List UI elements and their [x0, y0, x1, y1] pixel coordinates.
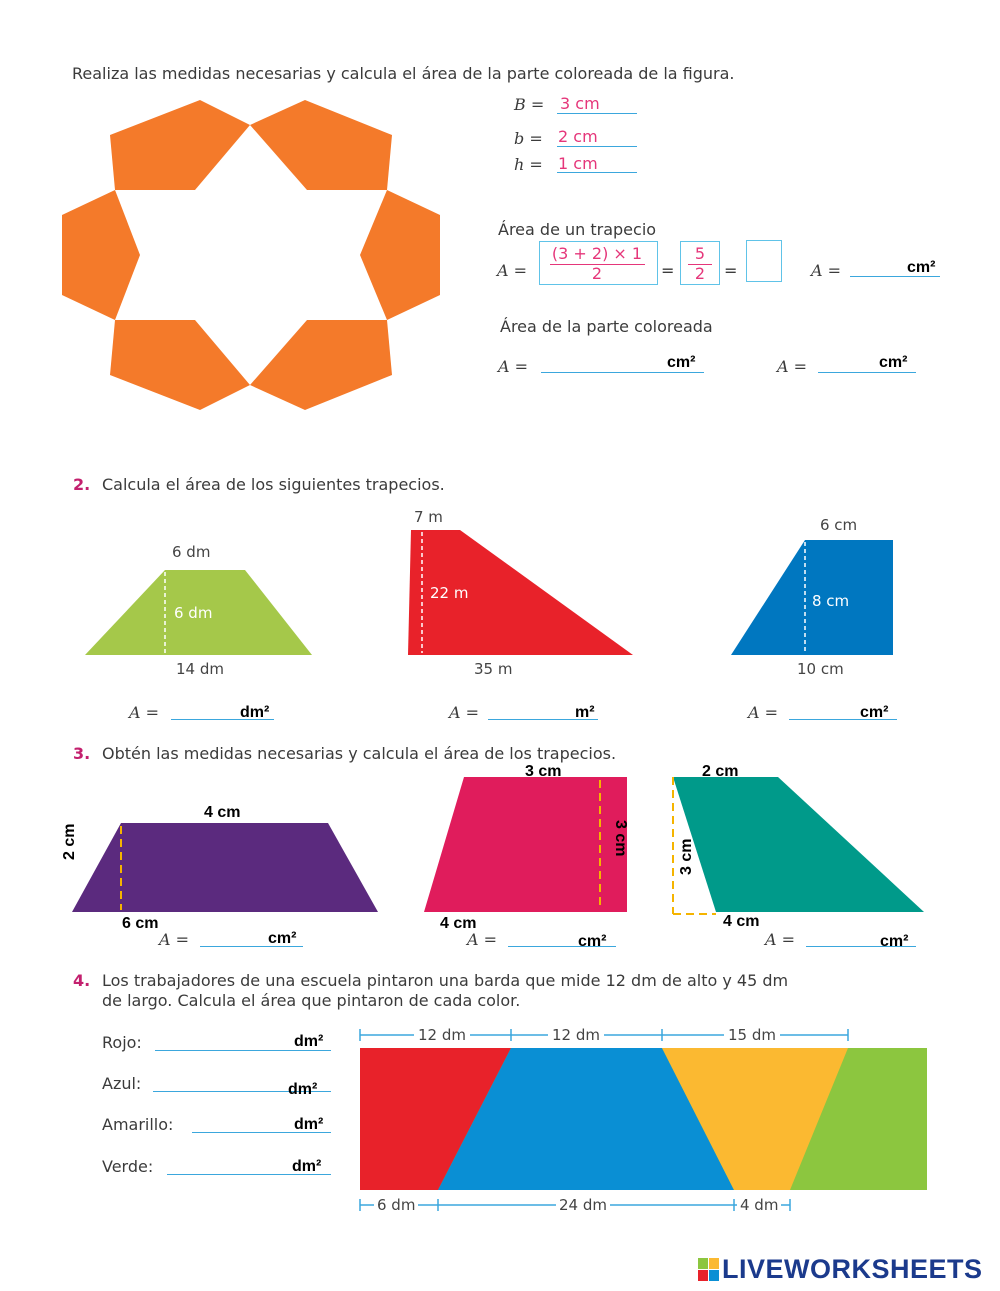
colored-A2: A =: [777, 357, 808, 376]
section2-number: 2.: [73, 475, 91, 494]
b-label: b =: [514, 129, 543, 148]
magenta-trapezoid: [424, 777, 627, 912]
s3-trap2-A: A =: [467, 930, 498, 949]
s2-trap1-unit: dm²: [240, 704, 270, 721]
section1-instruction: Realiza las medidas necesarias y calcula el área de la parte coloreada de la figura.: [72, 64, 735, 83]
h-value: 1 cm: [558, 154, 598, 173]
fence-top-dim-2: 12 dm: [548, 1026, 604, 1044]
trap3-height-label: 8 cm: [812, 592, 850, 610]
s3-trap1-base: 6 cm: [122, 915, 159, 932]
colored-area-title: Área de la parte coloreada: [500, 317, 713, 336]
h-label: h =: [514, 155, 543, 174]
B-value: 3 cm: [560, 94, 600, 113]
B-label: B =: [514, 95, 545, 114]
orange-trapezoid: [110, 100, 250, 190]
color-label-azul: Azul:: [102, 1074, 142, 1093]
s2-trap1-A: A =: [129, 703, 160, 722]
colored-A1: A =: [498, 357, 529, 376]
orange-trapezoid: [110, 320, 250, 410]
teal-trapezoid: [673, 777, 924, 912]
h-underline: [557, 172, 637, 173]
section4-instruction-line2: de largo. Calcula el área que pintaron de cada color.: [102, 991, 521, 1010]
color-label-verde: Verde:: [102, 1157, 154, 1176]
s3-trap1-unit: cm²: [268, 930, 297, 947]
s3-trap2-height: 3 cm: [612, 820, 629, 857]
trap1-top-label: 6 dm: [172, 543, 211, 561]
azul-unit: dm²: [288, 1081, 318, 1098]
trap3-base-label: 10 cm: [797, 660, 844, 678]
b-value: 2 cm: [558, 127, 598, 146]
fence-bottom-dim-1: 6 dm: [374, 1196, 418, 1214]
trap-area-title: Área de un trapecio: [498, 220, 657, 239]
trap2-base-label: 35 m: [474, 660, 513, 678]
orange-trapezoid: [250, 100, 392, 190]
fraction2-numerator: 5: [694, 244, 706, 263]
s3-trap2-unit: cm²: [578, 933, 607, 950]
trap3-top-label: 6 cm: [820, 516, 858, 534]
answer-unit: cm²: [907, 259, 936, 276]
fence-top-dim-3: 15 dm: [724, 1026, 780, 1044]
formula-denominator: 2: [591, 264, 603, 283]
s2-trap3-A: A =: [748, 703, 779, 722]
b-underline: [557, 146, 637, 147]
orange-trapezoid: [250, 320, 392, 410]
liveworksheets-logo-icon: [698, 1258, 720, 1282]
s2-trap2-unit: m²: [575, 704, 595, 721]
trap2-top-label: 7 m: [414, 508, 443, 526]
result-input-box[interactable]: [746, 240, 782, 282]
trap1-height-label: 6 dm: [174, 604, 213, 622]
formula-A: A =: [497, 261, 528, 280]
section4-number: 4.: [73, 971, 91, 990]
fence-top-dim-1: 12 dm: [414, 1026, 470, 1044]
equals-2: =: [724, 261, 738, 280]
liveworksheets-brand: LIVEWORKSHEETS: [722, 1254, 983, 1284]
section2-instruction: Calcula el área de los siguientes trapecios.: [102, 475, 445, 494]
color-label-amarillo: Amarillo:: [102, 1115, 174, 1134]
orange-trapezoid: [360, 190, 440, 320]
color-label-rojo: Rojo:: [102, 1033, 142, 1052]
fence-bottom-dim-3: 4 dm: [737, 1196, 781, 1214]
trap1-base-label: 14 dm: [176, 660, 224, 678]
B-underline: [557, 113, 637, 114]
s3-trap1-A: A =: [159, 930, 190, 949]
equals-1: =: [661, 261, 675, 280]
s3-trap1-height: 2 cm: [61, 823, 78, 860]
purple-trapezoid: [72, 823, 378, 912]
s2-trap3-unit: cm²: [860, 704, 889, 721]
section3-instruction: Obtén las medidas necesarias y calcula el área de los trapecios.: [102, 744, 617, 763]
s3-trap2-top: 3 cm: [525, 763, 562, 780]
colored-area-input-2[interactable]: [818, 372, 916, 373]
verde-unit: dm²: [292, 1158, 322, 1175]
s3-trap3-base: 4 cm: [723, 913, 760, 930]
trap2-height-label: 22 m: [430, 584, 469, 602]
amarillo-unit: dm²: [294, 1116, 324, 1133]
rojo-unit: dm²: [294, 1033, 324, 1050]
fraction2-denominator: 2: [694, 264, 706, 283]
s3-trap2-base: 4 cm: [440, 915, 477, 932]
colored-unit-2: cm²: [879, 354, 908, 371]
fence-bottom-dim-2: 24 dm: [556, 1196, 610, 1214]
orange-trapezoid: [62, 190, 140, 320]
s2-trap2-A: A =: [449, 703, 480, 722]
formula-numerator: (3 + 2) × 1: [551, 244, 643, 263]
orange-hexagon-figure: [62, 100, 440, 410]
s3-trap3-unit: cm²: [880, 933, 909, 950]
answer-A: A =: [811, 261, 842, 280]
section3-number: 3.: [73, 744, 91, 763]
painted-fence: [360, 1048, 927, 1190]
s3-trap3-A: A =: [765, 930, 796, 949]
s3-trap3-height: 3 cm: [678, 838, 695, 875]
colored-unit-1: cm²: [667, 354, 696, 371]
s3-trap3-top: 2 cm: [702, 763, 739, 780]
s3-trap1-top: 4 cm: [204, 804, 241, 821]
section4-instruction-line1: Los trabajadores de una escuela pintaron una barda que mide 12 dm de alto y 45 dm: [102, 971, 789, 990]
colored-area-input-1[interactable]: [541, 372, 704, 373]
